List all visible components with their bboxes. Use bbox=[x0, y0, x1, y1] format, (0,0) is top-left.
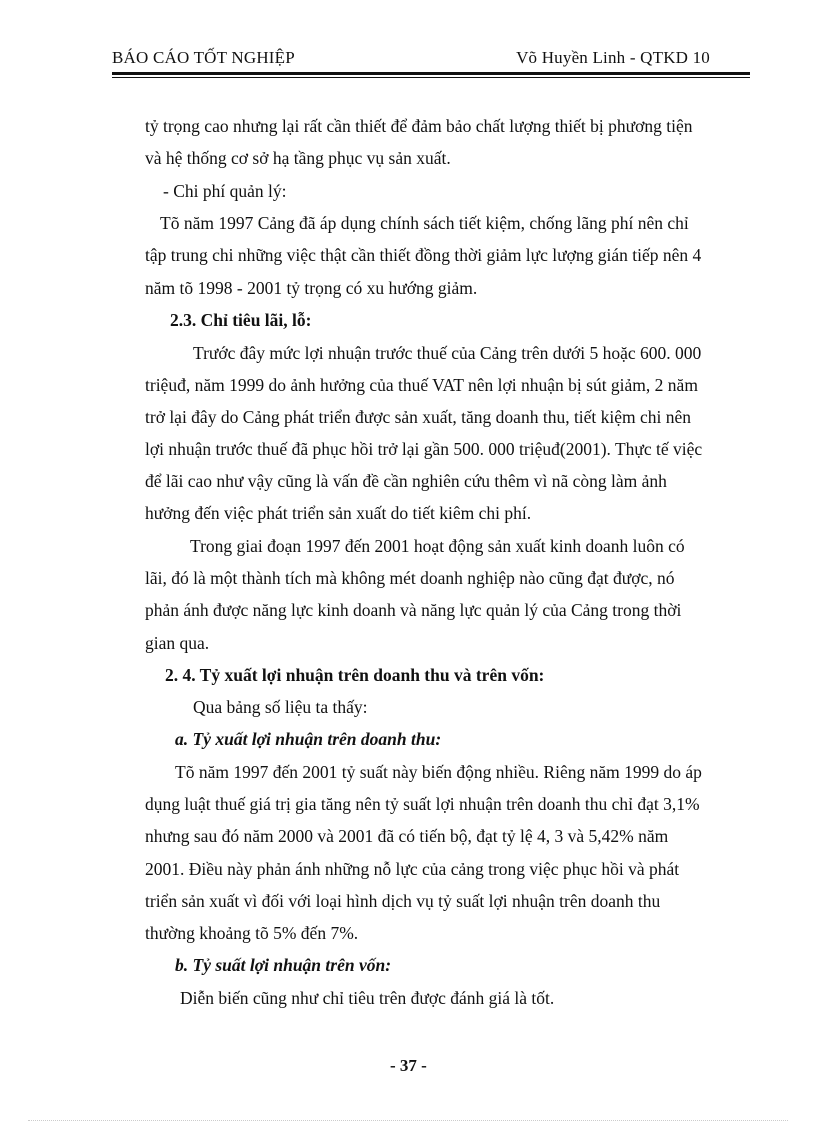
body-line: lợi nhuận trước thuế đã phục hồi trở lại gần 500. 000 triệuđ(2001). Thực tế việc bbox=[145, 439, 703, 459]
body-line: để lãi cao như vậy cũng là vấn đề cần nghiên cứu thêm vì nã còng làm ảnh bbox=[145, 471, 667, 491]
body-line: tập trung chi những việc thật cần thiết đồng thời giảm lực lượng gián tiếp nên 4 bbox=[145, 245, 702, 265]
page-number: - 37 - bbox=[390, 1056, 427, 1075]
header-rule-thin bbox=[112, 77, 750, 78]
body-line: lãi, đó là một thành tích mà không mét doanh nghiệp nào cũng đạt được, nó bbox=[145, 568, 675, 588]
body-line: Qua bảng số liệu ta thấy: bbox=[193, 697, 368, 717]
page-header bbox=[112, 46, 750, 70]
page-bottom-border bbox=[28, 1120, 788, 1121]
body-line: dụng luật thuế giá trị gia tăng nên tỷ suất lợi nhuận trên doanh thu chỉ đạt 3,1% bbox=[145, 794, 700, 814]
body-line: gian qua. bbox=[145, 633, 210, 653]
body-line: trở lại đây do Cảng phát triển được sản xuất, tăng doanh thu, tiết kiệm chi nên bbox=[145, 407, 692, 427]
body-line: tỷ trọng cao nhưng lại rất cần thiết để đảm bảo chất lượng thiết bị phương tiện bbox=[145, 116, 693, 136]
section-heading: 2.3. Chỉ tiêu lãi, lỗ: bbox=[170, 310, 312, 330]
body-line: hưởng đến việc phát triển sản xuất do tiết kiêm chi phí. bbox=[145, 503, 532, 523]
body-line: Trước đây mức lợi nhuận trước thuế của Cảng trên dưới 5 hoặc 600. 000 bbox=[193, 343, 702, 363]
body-line: năm tõ 1998 - 2001 tỷ trọng có xu hướng giảm. bbox=[145, 278, 478, 298]
body-line: Trong giai đoạn 1997 đến 2001 hoạt động sản xuất kinh doanh luôn có bbox=[190, 536, 685, 556]
body-line: 2001. Điều này phản ánh những nỗ lực của cảng trong việc phục hồi và phát bbox=[145, 859, 680, 879]
body-line: triển sản xuất vì đối với loại hình dịch vụ tỷ suất lợi nhuận trên doanh thu bbox=[145, 891, 661, 911]
body-line: nhưng sau đó năm 2000 và 2001 đã có tiến bộ, đạt tỷ lệ 4, 3 và 5,42% năm bbox=[145, 826, 669, 846]
author-label: Võ Huyền Linh - QTKD 10 bbox=[516, 48, 710, 67]
subsection-heading: a. Tỷ xuất lợi nhuận trên doanh thu: bbox=[175, 729, 442, 749]
body-line: và hệ thống cơ sở hạ tầng phục vụ sản xuất. bbox=[145, 148, 451, 168]
section-heading: 2. 4. Tỷ xuất lợi nhuận trên doanh thu và trên vốn: bbox=[165, 665, 545, 685]
body-line: Tõ năm 1997 đến 2001 tỷ suất này biến động nhiều. Riêng năm 1999 do áp bbox=[175, 762, 702, 782]
subsection-heading: b. Tỷ suất lợi nhuận trên vốn: bbox=[175, 955, 392, 975]
body-line: Tõ năm 1997 Cảng đã áp dụng chính sách tiết kiệm, chống lãng phí nên chỉ bbox=[160, 213, 689, 233]
body-line: thường khoảng tõ 5% đến 7%. bbox=[145, 923, 359, 943]
header-rule-thick bbox=[112, 72, 750, 75]
body-line: phản ánh được năng lực kinh doanh và năng lực quản lý của Cảng trong thời bbox=[145, 600, 682, 620]
body-line: triệuđ, năm 1999 do ảnh hưởng của thuế VAT nên lợi nhuận bị sút giảm, 2 năm bbox=[145, 375, 698, 395]
body-line: Diễn biến cũng như chỉ tiêu trên được đánh giá là tốt. bbox=[180, 988, 555, 1008]
report-title: BÁO CÁO TỐT NGHIỆP bbox=[112, 48, 295, 67]
body-line: - Chi phí quản lý: bbox=[163, 181, 287, 201]
